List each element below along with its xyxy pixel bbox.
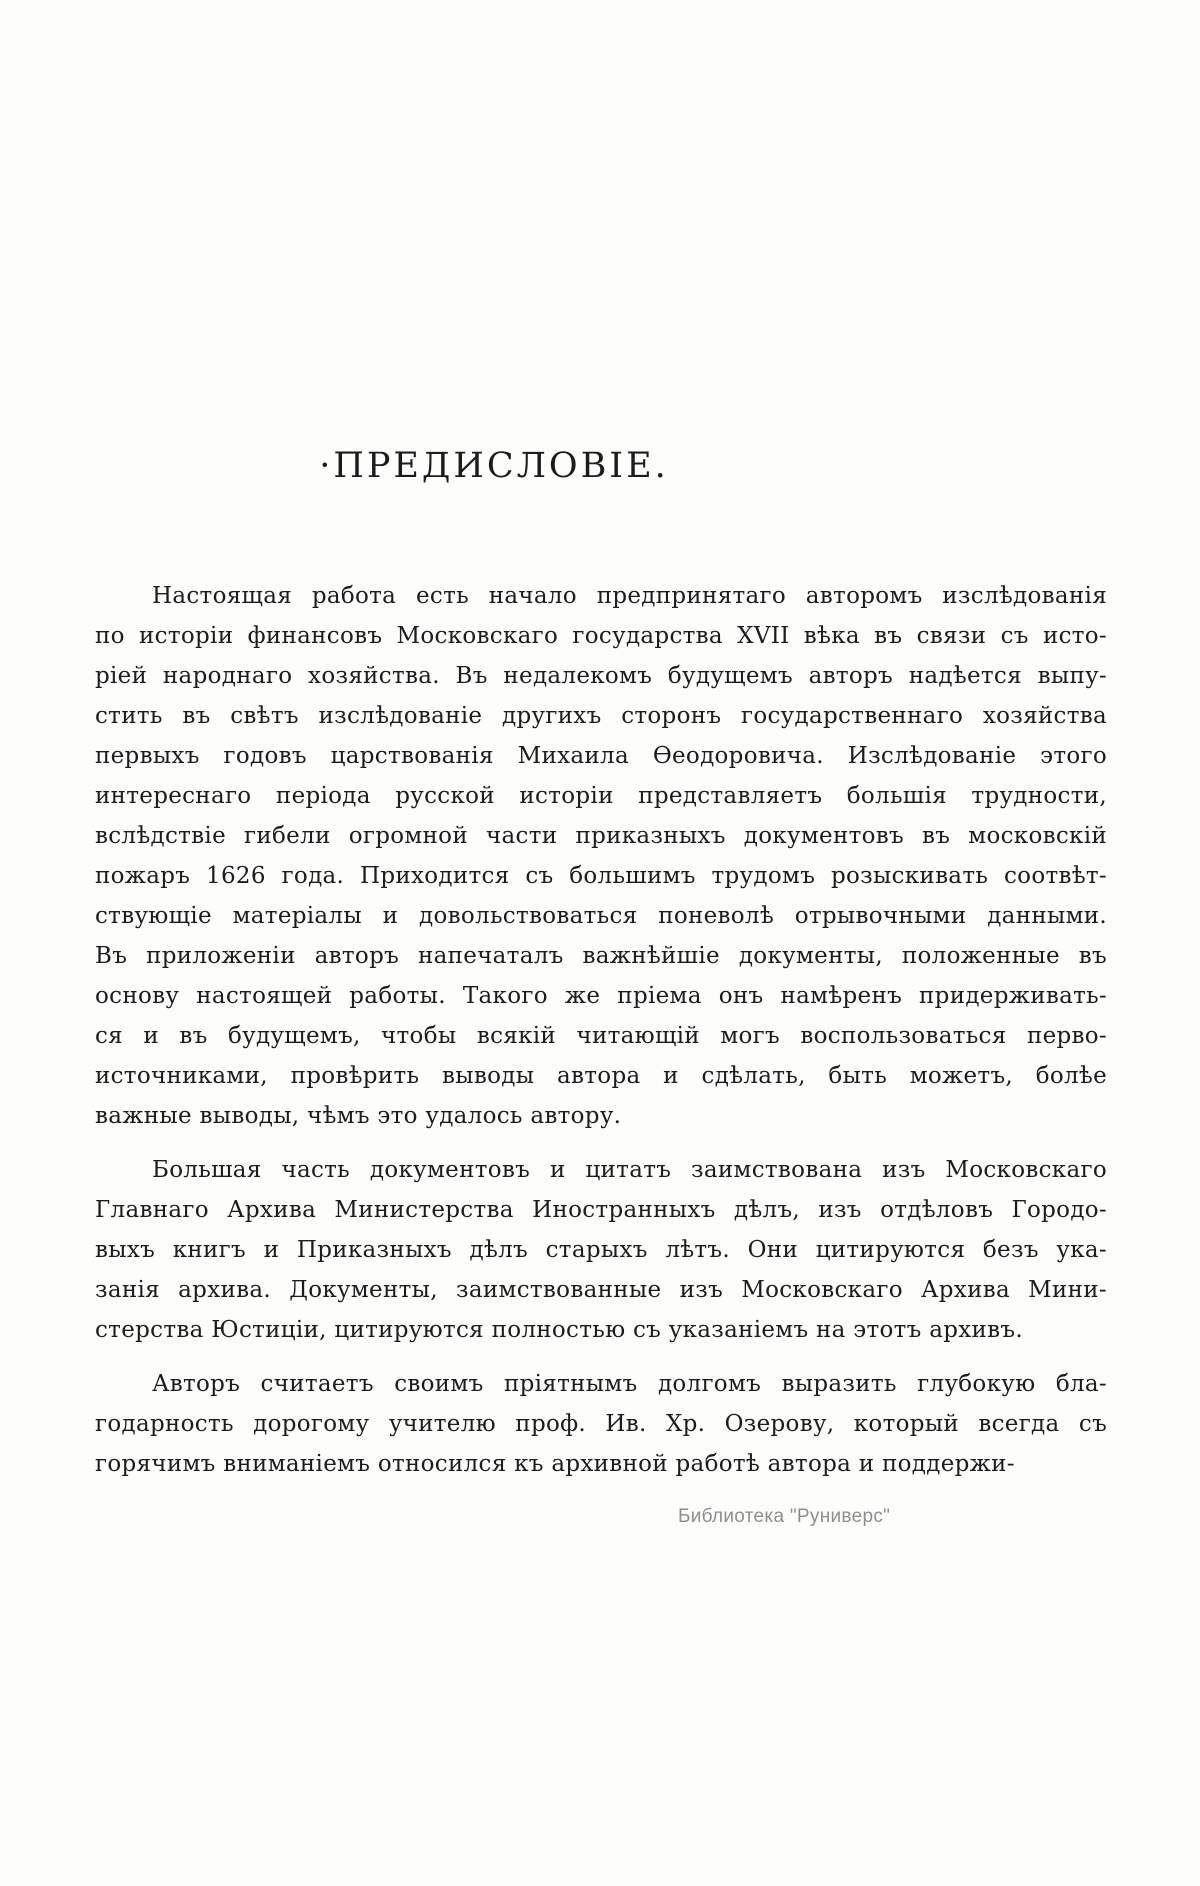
text-line: выхъ книгъ и Приказныхъ дѣлъ старыхъ лѣтъ. Они цитируются безъ ука-: [95, 1237, 1107, 1263]
paragraph: [95, 576, 1107, 1136]
text-line: Большая часть документовъ и цитатъ заимствована изъ Московскаго: [152, 1157, 1107, 1183]
text-line: горячимъ вниманіемъ относился къ архивной работѣ автора и поддержи-: [95, 1451, 1015, 1477]
text-line: Въ приложеніи авторъ напечаталъ важнѣйшіе документы, положенные въ: [95, 943, 1107, 969]
paragraph: [95, 1364, 1107, 1484]
text-line: годарность дорогому учителю проф. Ив. Хр. Озерову, который всегда съ: [95, 1411, 1107, 1437]
watermark: Библиотека "Руниверс": [678, 1506, 891, 1527]
text-line: источниками, провѣрить выводы автора и сдѣлать, быть можетъ, болѣе: [95, 1063, 1107, 1089]
text-line: ствующіе матеріалы и довольствоваться поневолѣ отрывочными данными.: [95, 903, 1107, 929]
text-line: пожаръ 1626 года. Приходится съ большимъ трудомъ розыскивать соотвѣт-: [95, 863, 1107, 889]
text-line: первыхъ годовъ царствованія Михаила Ѳеодоровича. Изслѣдованіе этого: [95, 743, 1107, 769]
text-line: стить въ свѣтъ изслѣдованіе другихъ сторонъ государственнаго хозяйства: [95, 703, 1107, 729]
text-line: по исторіи финансовъ Московскаго государства XVII вѣка въ связи съ исто-: [95, 623, 1107, 649]
text-line: Авторъ считаетъ своимъ пріятнымъ долгомъ выразить глубокую бла-: [152, 1371, 1107, 1397]
text-line: вслѣдствіе гибели огромной части приказныхъ документовъ въ московскій: [95, 823, 1107, 849]
text-line: ся и въ будущемъ, чтобы всякій читающій могъ воспользоваться перво-: [95, 1023, 1107, 1049]
text-line: Настоящая работа есть начало предпринятаго авторомъ изслѣдованія: [152, 583, 1107, 609]
text-line: стерства Юстиціи, цитируются полностью съ указаніемъ на этотъ архивъ.: [95, 1317, 1023, 1343]
page-title: ·ПРЕДИСЛОВІЕ.: [319, 446, 669, 486]
text-line: основу настоящей работы. Такого же пріема онъ намѣренъ придерживать-: [95, 983, 1107, 1009]
text-line: ріей народнаго хозяйства. Въ недалекомъ будущемъ авторъ надѣется выпу-: [95, 663, 1107, 689]
text-block: [95, 576, 1107, 1498]
text-line: Главнаго Архива Министерства Иностранныхъ дѣлъ, изъ отдѣловъ Городо-: [95, 1197, 1107, 1223]
text-line: важные выводы, чѣмъ это удалось автору.: [95, 1103, 622, 1129]
text-line: интереснаго періода русской исторіи представляетъ большія трудности,: [95, 783, 1107, 809]
paragraph: [95, 1150, 1107, 1350]
text-line: занія архива. Документы, заимствованные изъ Московскаго Архива Мини-: [95, 1277, 1107, 1303]
